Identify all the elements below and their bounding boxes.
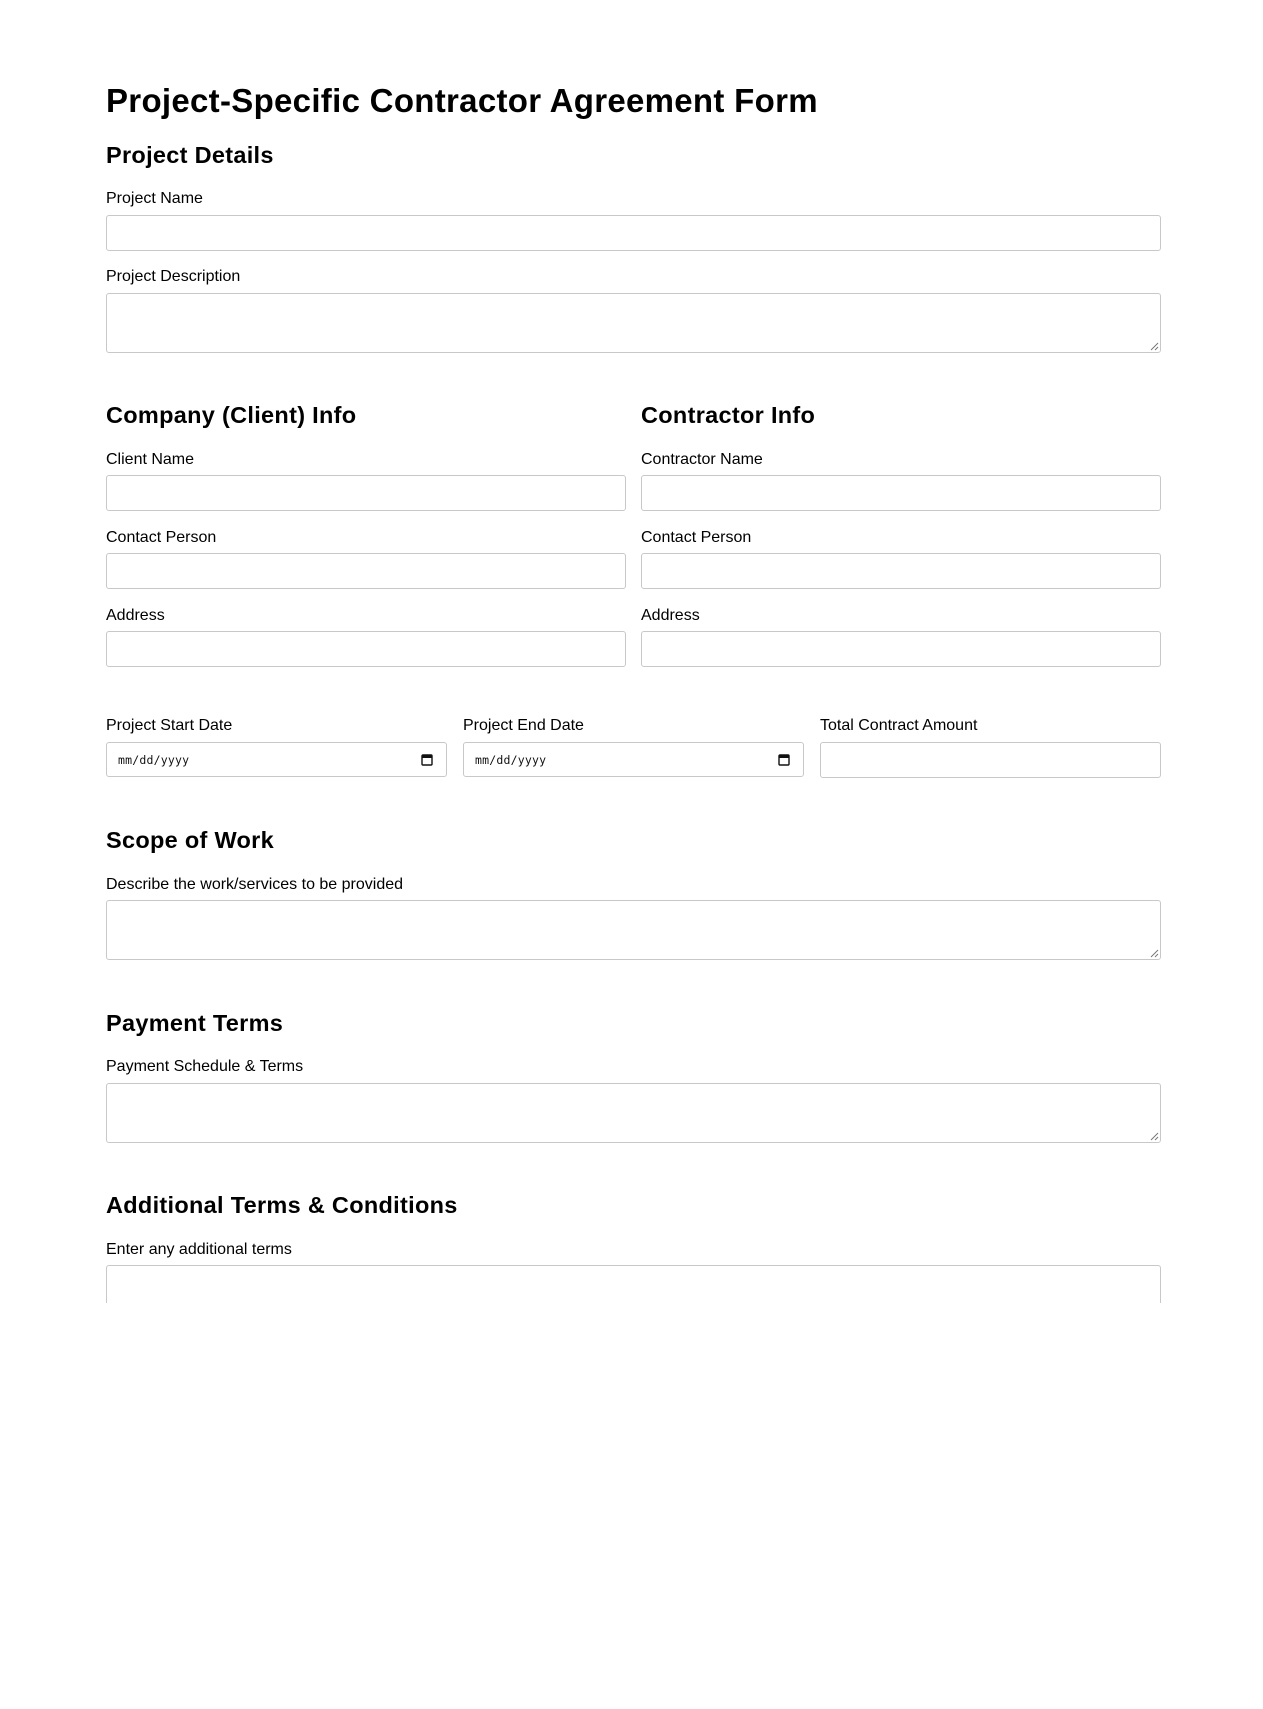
calendar-icon[interactable] xyxy=(421,753,433,766)
end-date-label: Project End Date xyxy=(463,717,584,734)
end-date-input[interactable] xyxy=(463,742,804,777)
calendar-icon[interactable] xyxy=(778,753,790,766)
scope-description-label: Describe the work/services to be provided xyxy=(106,876,404,893)
contractor-address-input[interactable] xyxy=(641,631,1161,667)
start-date-label: Project Start Date xyxy=(106,717,233,734)
end-date-placeholder: mm/dd/yyyy xyxy=(475,753,547,767)
contractor-name-input[interactable] xyxy=(641,475,1161,511)
section-heading-project-details: Project Details xyxy=(106,142,274,168)
start-date-input[interactable] xyxy=(106,742,447,777)
page-title: Project-Specific Contractor Agreement Form xyxy=(106,82,818,119)
project-description-textarea[interactable] xyxy=(106,293,1161,353)
client-name-label: Client Name xyxy=(106,451,195,468)
section-heading-scope-of-work: Scope of Work xyxy=(106,827,274,853)
payment-schedule-label: Payment Schedule & Terms xyxy=(106,1058,304,1075)
start-date-placeholder: mm/dd/yyyy xyxy=(118,753,190,767)
project-name-input[interactable] xyxy=(106,215,1161,251)
client-address-input[interactable] xyxy=(106,631,626,667)
section-heading-client-info: Company (Client) Info xyxy=(106,402,357,428)
resize-grip-icon[interactable] xyxy=(1150,1132,1159,1141)
total-amount-input[interactable] xyxy=(820,742,1161,778)
total-amount-label: Total Contract Amount xyxy=(820,717,978,734)
contractor-address-label: Address xyxy=(641,607,700,624)
client-contact-person-input[interactable] xyxy=(106,553,626,589)
client-contact-person-label: Contact Person xyxy=(106,529,217,546)
client-name-input[interactable] xyxy=(106,475,626,511)
section-heading-contractor-info: Contractor Info xyxy=(641,402,816,428)
additional-terms-label: Enter any additional terms xyxy=(106,1241,292,1258)
section-heading-payment-terms: Payment Terms xyxy=(106,1010,284,1036)
contractor-contact-person-label: Contact Person xyxy=(641,529,752,546)
client-address-label: Address xyxy=(106,607,165,624)
contractor-contact-person-input[interactable] xyxy=(641,553,1161,589)
project-name-label: Project Name xyxy=(106,190,203,207)
resize-grip-icon[interactable] xyxy=(1150,949,1159,958)
resize-grip-icon[interactable] xyxy=(1150,342,1159,351)
additional-terms-textarea[interactable] xyxy=(106,1265,1161,1303)
section-heading-additional-terms: Additional Terms & Conditions xyxy=(106,1192,458,1218)
scope-description-textarea[interactable] xyxy=(106,900,1161,960)
contractor-name-label: Contractor Name xyxy=(641,451,763,468)
payment-schedule-textarea[interactable] xyxy=(106,1083,1161,1143)
project-description-label: Project Description xyxy=(106,268,241,285)
